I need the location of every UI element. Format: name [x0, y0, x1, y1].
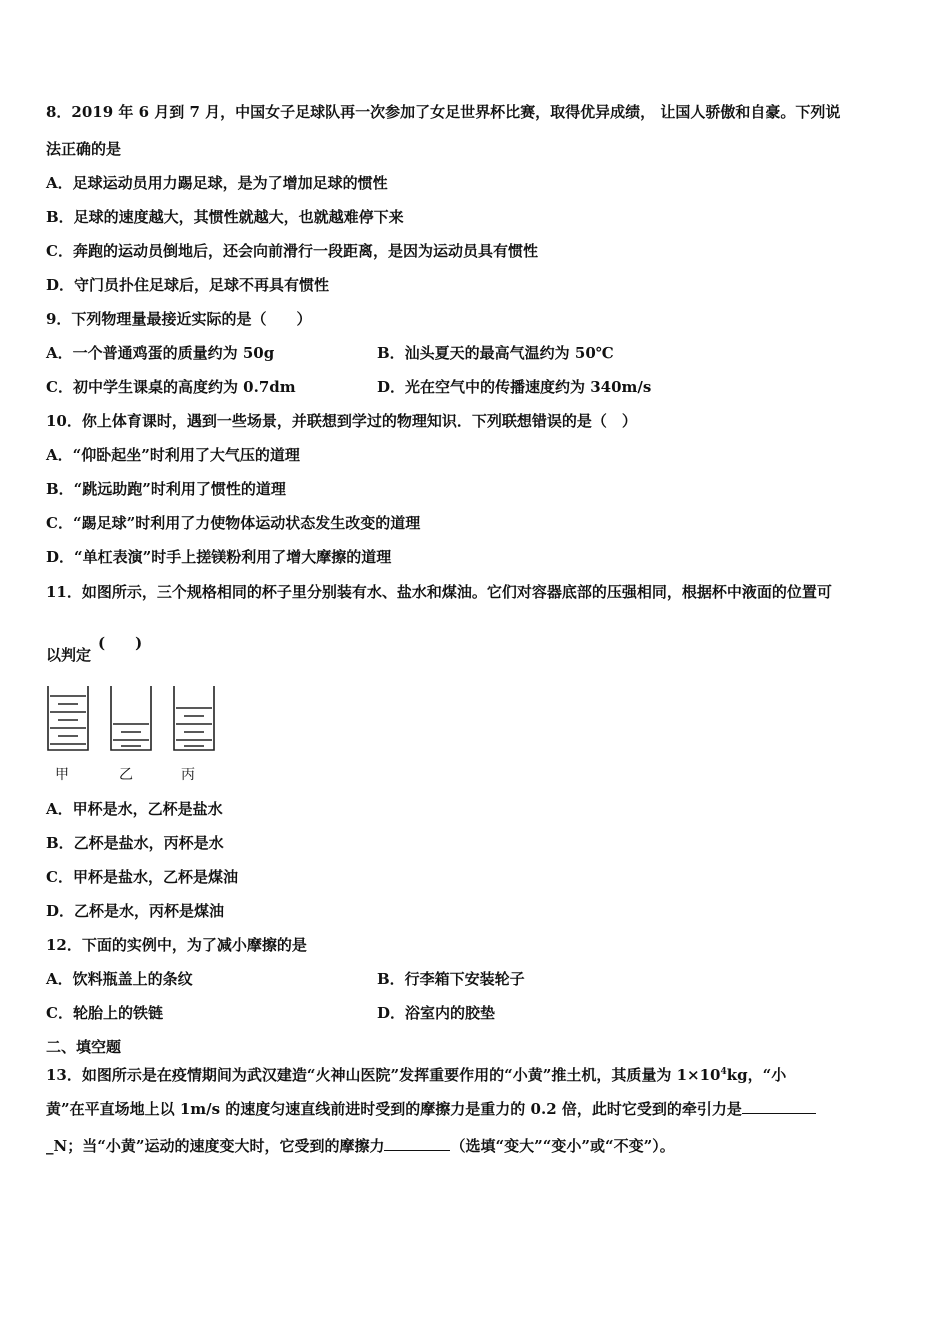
q10-option-c: C．“踢足球”时利用了力使物体运动状态发生改变的道理: [46, 514, 421, 532]
cup-label-bing: 丙: [181, 767, 195, 783]
q10-stem: 10．你上体育课时，遇到一些场景，并联想到学过的物理知识．下列联想错误的是（ ）: [46, 412, 637, 430]
q13-exponent: 4: [720, 1067, 727, 1077]
q11-answer-paren: ( ): [98, 634, 143, 652]
cup-bing: [174, 686, 214, 750]
q12-option-a: A．饮料瓶盖上的条纹: [46, 970, 193, 988]
q8-option-b: B．足球的速度越大，其惯性就越大，也就越难停下来: [46, 208, 404, 226]
q13-stem-line1: [46, 1062, 786, 1085]
section-title-fill-in: 二、填空题: [46, 1038, 122, 1056]
q11-option-d: D．乙杯是水，丙杯是煤油: [46, 902, 225, 920]
q11-stem-line2: 以判定: [46, 646, 92, 664]
q11-option-b: B．乙杯是盐水，丙杯是水: [46, 834, 224, 852]
q13-line1-part-a: 13．如图所示是在疫情期间为武汉建造“火神山医院”发挥重要作用的“小黄”推土机，其质量为 1×10: [46, 1066, 721, 1084]
q10-option-a: A．“仰卧起坐”时利用了大气压的道理: [46, 446, 300, 464]
cup-jia: [48, 686, 88, 750]
q8-stem-line2: 法正确的是: [46, 140, 122, 158]
q13-line3-part-b: （选填“变大”“变小”或“不变”）。: [450, 1137, 675, 1155]
q10-option-d: D．“单杠表演”时手上搓镁粉利用了增大摩擦的道理: [46, 548, 392, 566]
q13-stem-line3: [46, 1136, 675, 1156]
three-cups-figure: [40, 684, 230, 759]
q9-option-d: D．光在空气中的传播速度约为 340m/s: [377, 378, 652, 396]
q9-option-b: B．汕头夏天的最高气温约为 50℃: [377, 344, 614, 362]
q9-stem: 9．下列物理量最接近实际的是（ ）: [46, 310, 312, 328]
q8-option-a: A．足球运动员用力踢足球，是为了增加足球的惯性: [46, 174, 388, 192]
q13-line2-text: 黄”在平直场地上以 1m/s 的速度匀速直线前进时受到的摩擦力是重力的 0.2 倍，此时它受到的牵引力是: [46, 1100, 742, 1118]
q12-stem: 12．下面的实例中，为了减小摩擦的是: [46, 936, 307, 954]
q8-option-d: D．守门员扑住足球后，足球不再具有惯性: [46, 276, 330, 294]
q11-stem-line1: 11．如图所示，三个规格相同的杯子里分别装有水、盐水和煤油。它们对容器底部的压强相同，根据杯中液面的位置可: [46, 583, 832, 601]
q13-stem-line2: [46, 1099, 816, 1119]
cup-label-yi: 乙: [119, 767, 133, 783]
q10-option-b: B．“跳远助跑”时利用了惯性的道理: [46, 480, 286, 498]
q13-line1-part-b: kg，“小: [726, 1066, 787, 1084]
q13-blank-friction[interactable]: [384, 1136, 450, 1151]
q8-option-c: C．奔跑的运动员倒地后，还会向前滑行一段距离，是因为运动员具有惯性: [46, 242, 538, 260]
q12-option-c: C．轮胎上的铁链: [46, 1004, 163, 1022]
q8-stem-line1: 8．2019 年 6 月到 7 月，中国女子足球队再一次参加了女足世界杯比赛，取得优异成绩， 让国人骄傲和自豪。下列说: [46, 103, 841, 121]
q9-option-c: C．初中学生课桌的高度约为 0.7dm: [46, 378, 296, 396]
q12-option-d: D．浴室内的胶垫: [377, 1004, 496, 1022]
q11-option-a: A．甲杯是水，乙杯是盐水: [46, 800, 223, 818]
q12-option-b: B．行李箱下安装轮子: [377, 970, 525, 988]
cup-yi: [111, 686, 151, 750]
q9-option-a: A．一个普通鸡蛋的质量约为 50g: [46, 344, 275, 362]
q13-line3-part-a: _N；当“小黄”运动的速度变大时，它受到的摩擦力: [46, 1137, 385, 1155]
q13-blank-traction[interactable]: [742, 1099, 816, 1114]
cup-label-jia: 甲: [55, 767, 69, 783]
q11-option-c: C．甲杯是盐水，乙杯是煤油: [46, 868, 238, 886]
